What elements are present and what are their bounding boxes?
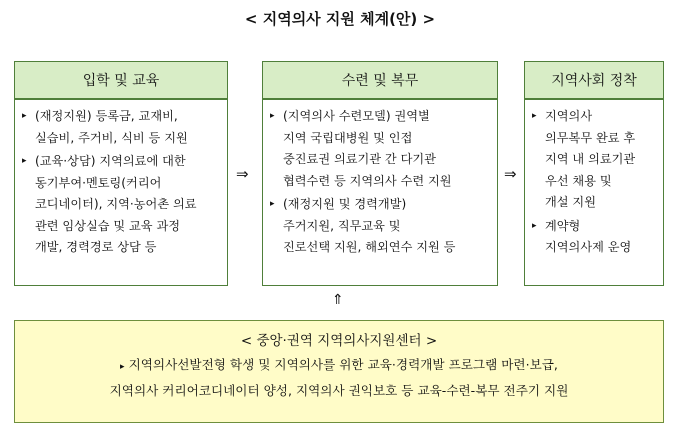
item-line: 중진료권 의료기관 간 다기관 — [283, 152, 436, 166]
bullet-icon: ▸ — [22, 156, 27, 166]
header-label: 수련 및 복무 — [341, 73, 419, 89]
list-item — [269, 194, 491, 259]
item-line: 지역의사제 운영 — [545, 240, 632, 254]
header-admission-education — [14, 61, 228, 99]
diagram-title: < 지역의사 지원 체계(안) > — [244, 10, 436, 28]
item-line: 개설 지원 — [545, 195, 596, 209]
item-line: 지역 국립대병원 및 인접 — [283, 130, 413, 145]
header-community-settlement — [524, 61, 664, 99]
item-line: 코디네이터), 지역·농어촌 의료 — [35, 197, 197, 211]
bullet-icon: ▸ — [532, 220, 537, 231]
bullet-icon: ▸ — [270, 111, 275, 121]
support-center-title: < 중앙·권역 지역의사지원센터 > — [240, 333, 438, 349]
column-community-settlement — [524, 99, 664, 286]
item-line: 협력수련 등 지역의사 수련 지원 — [283, 173, 452, 188]
item-line: 주거지원, 직무교육 및 — [283, 218, 401, 233]
bullet-icon: ▸ — [270, 199, 275, 209]
list-item — [21, 106, 221, 149]
list-item — [531, 106, 657, 214]
item-line: 우선 채용 및 — [545, 173, 612, 188]
column-training-service — [262, 99, 498, 286]
item-line: 지역의사 — [545, 109, 593, 123]
item-line: 실습비, 주거비, 식비 등 지원 — [35, 130, 188, 145]
list-item — [269, 106, 491, 192]
item-line: 개발, 경력경로 상담 등 — [35, 240, 157, 254]
header-training-service — [262, 61, 498, 99]
item-line: (재정지원) 등록금, 교재비, — [35, 109, 178, 123]
item-line: 관련 임상실습 및 교육 과정 — [35, 218, 181, 233]
item-line: 진로선택 지원, 해외연수 지원 등 — [283, 240, 456, 254]
item-line: 지역 내 의료기관 — [545, 152, 636, 166]
arrow-up-icon: ⇑ — [332, 292, 344, 308]
header-label: 입학 및 교육 — [82, 73, 160, 89]
item-line: (재정지원 및 경력개발) — [283, 197, 407, 211]
header-label: 지역사회 정착 — [551, 73, 637, 89]
list-item — [21, 151, 221, 259]
bullet-icon: ▸ — [22, 111, 27, 121]
column-admission-education — [14, 99, 228, 286]
item-line: 계약형 — [545, 218, 581, 233]
arrow-right-icon: ⇒ — [504, 165, 517, 183]
bullet-icon: ▸ — [532, 111, 537, 121]
arrow-right-icon: ⇒ — [236, 165, 249, 183]
support-center-line: 지역의사 커리어코디네이터 양성, 지역의사 권익보호 등 교육-수련-복무 전주기 지원 — [109, 383, 569, 398]
support-center-line — [15, 353, 663, 379]
support-center-box — [14, 320, 664, 423]
list-item — [531, 216, 657, 259]
item-line: (지역의사 수련모델) 권역별 — [283, 109, 430, 123]
bullet-icon: ▸ — [120, 362, 125, 372]
item-line: 동기부여·멘토링(커리어 — [35, 175, 162, 190]
item-line: 의무복무 완료 후 — [545, 130, 636, 145]
support-center-text: 지역의사선발전형 학생 및 지역의사를 위한 교육·경력개발 프로그램 마련·보급, — [128, 357, 558, 372]
item-line: (교육·상담) 지역의료에 대한 — [35, 154, 186, 168]
